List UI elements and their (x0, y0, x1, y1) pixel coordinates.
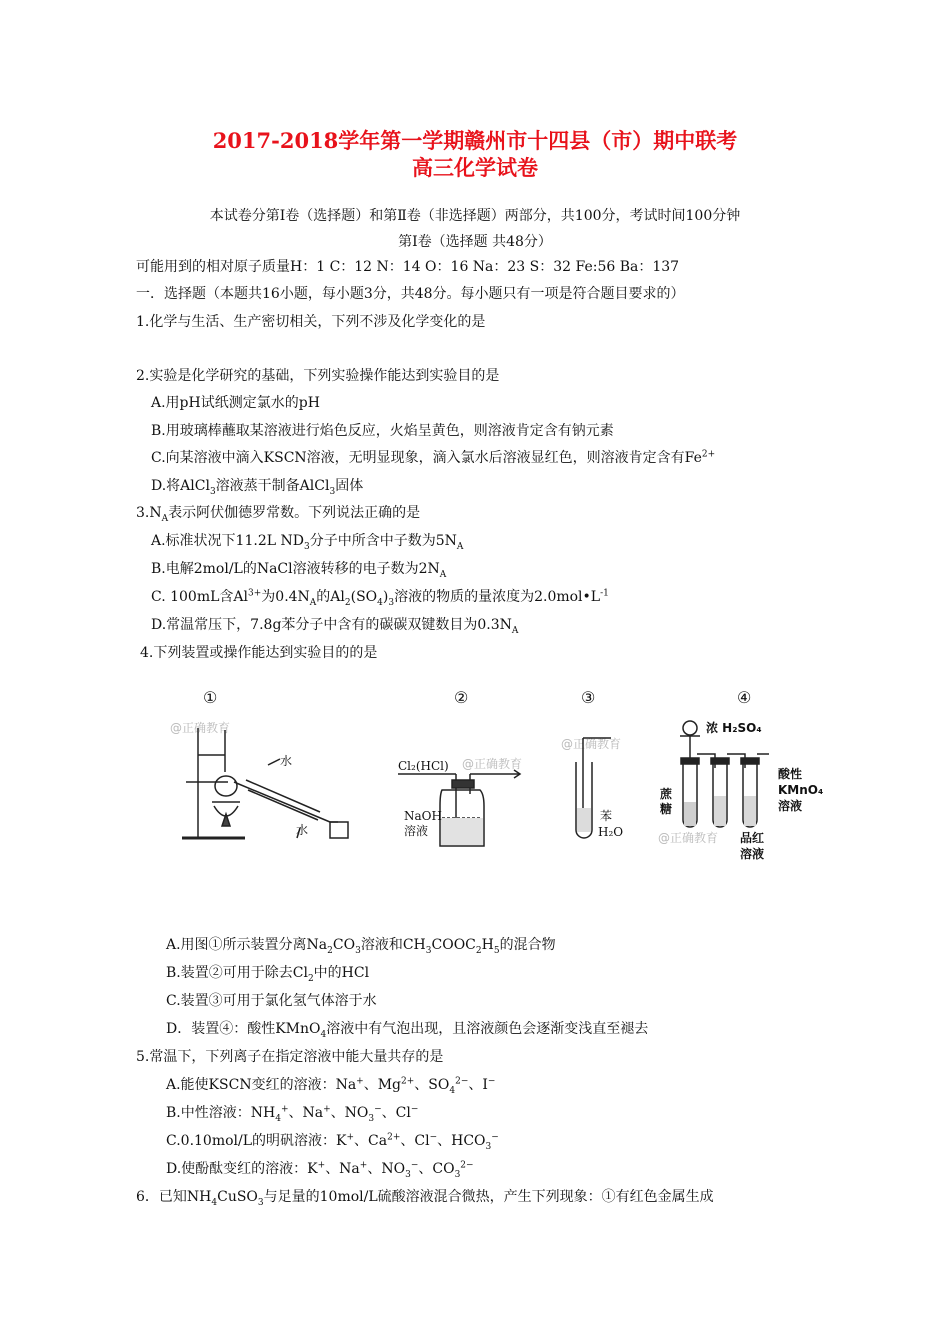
fig4-sugar-label-1: 蔗 (660, 787, 673, 801)
section-heading: 一．选择题（本题共16小题，每小题3分，共48分。每小题只有一项是符合题目要求的） (136, 286, 685, 302)
q2-option-a: A.用pH试纸测定氯水的pH (151, 395, 320, 411)
figure-3-test-tube (561, 736, 623, 839)
q4-option-d: D．装置④：酸性KMnO$_4$溶液中有气泡出现，且溶液颜色会逐渐变浅直至褪去 (166, 1021, 649, 1040)
q4-option-b: B.装置②可用于除去$Cl_2$中的HCl (166, 965, 370, 984)
q4-option-c: C.装置③可用于氯化氢气体溶于水 (166, 993, 377, 1009)
q6-stem: 6．已知$NH_4CuSO_3$与足量的10mol/L硫酸溶液混合微热，产生下列现象：①有红色金属生成 (136, 1189, 714, 1208)
watermark-1: @正确教育 (170, 721, 231, 735)
fig1-water-bottom: 水 (296, 823, 309, 837)
fig4-kmno4-label-3: 溶液 (778, 799, 803, 813)
fig3-water-label: H₂O (598, 825, 624, 839)
figure-label-2: ② (454, 688, 469, 707)
fig4-acid-label: 浓 H₂SO₄ (706, 721, 762, 735)
intro-line-1: 本试卷分第Ⅰ卷（选择题）和第Ⅱ卷（非选择题）两部分，共100分，考试时间100分钟 (209, 208, 741, 224)
q5-option-a: A.能使KSCN变红的溶液：Na+、$Mg^{2+}$、$SO_4^{2-}$、I− (166, 1076, 496, 1096)
q5-option-c: C.0.10mol/L的明矾溶液：K+、$Ca^{2+}$、Cl−、$HCO_3^-$ (166, 1132, 499, 1152)
watermark-2: @正确教育 (462, 757, 523, 771)
fig4-pinhong-label-2: 溶液 (740, 847, 765, 861)
q5-option-b: B.中性溶液：$NH_4^+$、Na+、$NO_3^-$、Cl− (166, 1104, 419, 1124)
q2-stem: 2.实验是化学研究的基础，下列实验操作能达到实验目的是 (136, 368, 500, 384)
q4-option-a: A.用图①所示装置分离$Na_2CO_3$溶液和$CH_3COOC_2H_5$的混合物 (166, 937, 556, 956)
q2-option-c: C.向某溶液中滴入KSCN溶液，无明显现象，滴入氯水后溶液显红色，则溶液肯定含有$Fe^{2+}$ (151, 449, 716, 466)
q3-option-b: B.电解2mol/L的NaCl溶液转移的电子数为$2N_A$ (151, 561, 447, 580)
watermark-3: @正确教育 (561, 737, 622, 751)
figure-label-4: ④ (737, 688, 752, 707)
fig4-kmno4-label-2: KMnO₄ (778, 783, 824, 797)
fig3-benzene-label: 苯 (600, 809, 613, 823)
figure-1-distillation (170, 720, 348, 838)
apparatus-figures (0, 710, 950, 890)
q1-stem: 1.化学与生活、生产密切相关，下列不涉及化学变化的是 (136, 314, 486, 330)
q4-stem: 4.下列装置或操作能达到实验目的的是 (140, 645, 378, 661)
fig2-solution-label-2: 溶液 (404, 824, 429, 838)
q3-option-a: A.标准状况下11.2L $ND_3$分子中所含中子数为$5N_A$ (151, 533, 464, 552)
fig4-kmno4-label-1: 酸性 (778, 767, 803, 781)
watermark-4: @正确教育 (658, 831, 719, 845)
q2-option-b: B.用玻璃棒蘸取某溶液进行焰色反应，火焰呈黄色，则溶液肯定含有钠元素 (151, 423, 614, 439)
exam-subtitle: 高三化学试卷 (412, 155, 538, 180)
intro-line-2: 第Ⅰ卷（选择题 共48分） (398, 234, 552, 250)
figure-label-3: ③ (581, 688, 596, 707)
fig4-sugar-label-2: 糖 (660, 802, 673, 816)
figure-4-tubes (658, 720, 823, 861)
figure-2-wash-bottle (398, 756, 522, 846)
exam-title: 2017-2018学年第一学期赣州市十四县（市）期中联考 (212, 128, 738, 153)
q5-stem: 5.常温下，下列离子在指定溶液中能大量共存的是 (136, 1049, 444, 1065)
atomic-mass-line: 可能用到的相对原子质量H：1 C：12 N：14 O：16 Na：23 S：32 Fe:56 Ba：137 (136, 259, 680, 275)
figure-label-1: ① (203, 688, 218, 707)
q2-option-d: D.将AlCl$_3$溶液蒸干制备AlCl$_3$固体 (151, 478, 364, 497)
q3-option-d: D.常温常压下，7.8g苯分子中含有的碳碳双键数目为$0.3N_A$ (151, 617, 519, 636)
fig2-gas-label: Cl₂(HCl) (398, 759, 449, 773)
fig4-pinhong-label-1: 品红 (740, 831, 765, 845)
q3-stem: $3.N_A$表示阿伏伽德罗常数。下列说法正确的是 (136, 505, 421, 524)
q3-option-c: C. 100mL含$Al^{3+}$为$0.4N_A$的$Al_2(SO_4)_3$溶液的物质的量浓度为$2.0mol•L^{-1}$ (151, 588, 609, 608)
fig1-water-top: 水 (280, 754, 293, 768)
q5-option-d: D.使酚酞变红的溶液：K+、Na+、$NO_3^-$、$CO_3^{2-}$ (166, 1160, 474, 1180)
fig2-solution-label-1: NaOH (404, 809, 442, 823)
